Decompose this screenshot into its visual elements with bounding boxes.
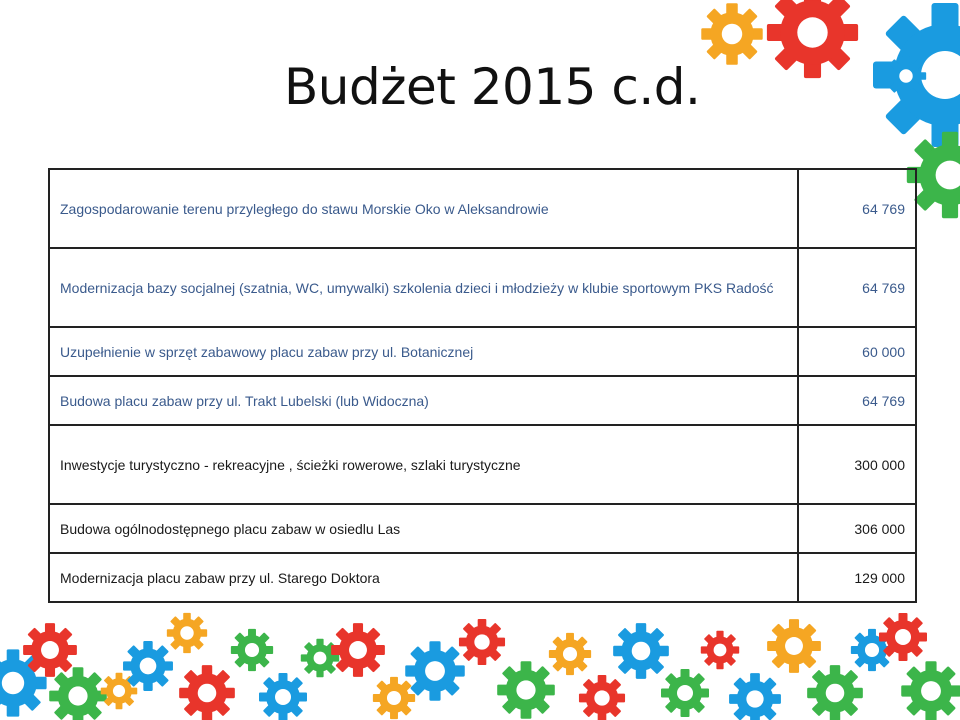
gear-icon [729,673,781,720]
gear-icon [49,667,107,720]
gear-icon [851,629,893,671]
row-amount: 64 769 [798,376,916,425]
row-amount: 306 000 [798,504,916,553]
row-description: Modernizacja placu zabaw przy ul. Starego Doktora [49,553,798,602]
gear-icon [331,623,385,677]
gear-icon [167,613,207,653]
gear-icon [301,639,339,677]
gear-icon [549,633,591,675]
row-description: Inwestycje turystyczno - rekreacyjne , ścieżki rowerowe, szlaki turystyczne [49,425,798,504]
gear-icon [497,661,555,719]
gear-icon [0,649,47,716]
budget-table [48,168,917,603]
gear-icon [613,623,669,679]
gear-icon [879,613,927,661]
gear-icon [701,3,762,64]
gear-icon [259,673,307,720]
table-row [49,376,916,425]
row-amount: 64 769 [798,169,916,248]
gear-icon [579,675,625,720]
gear-icon [807,665,863,720]
row-description: Uzupełnienie w sprzęt zabawowy placu zabaw przy ul. Botanicznej [49,327,798,376]
table-row [49,425,916,504]
gear-icon [459,619,505,665]
gear-icon [767,619,821,673]
row-description: Budowa placu zabaw przy ul. Trakt Lubelski (lub Widoczna) [49,376,798,425]
slide-title: Budżet 2015 c.d. [284,58,701,116]
gear-icon [701,631,739,669]
gear-icon [767,0,858,78]
table-row [49,553,916,602]
gear-icon [901,661,960,720]
gear-icon [123,641,173,691]
row-amount: 300 000 [798,425,916,504]
gear-icon [373,677,415,719]
table-row [49,327,916,376]
gear-icon [873,3,960,147]
row-description: Zagospodarowanie terenu przyległego do stawu Morskie Oko w Aleksandrowie [49,169,798,248]
gear-icon [886,56,926,96]
row-amount: 129 000 [798,553,916,602]
row-amount: 60 000 [798,327,916,376]
row-amount: 64 769 [798,248,916,327]
table-row [49,169,916,248]
table-row [49,504,916,553]
row-description: Budowa ogólnodostępnego placu zabaw w osiedlu Las [49,504,798,553]
gear-icon [661,669,709,717]
gear-icon [405,641,465,701]
table-row [49,248,916,327]
row-description: Modernizacja bazy socjalnej (szatnia, WC, umywalki) szkolenia dzieci i młodzieży w klubie sportowym PKS Radość [49,248,798,327]
gear-icon [179,665,235,720]
gear-icon [23,623,77,677]
gear-icon [101,673,137,709]
gear-icon [231,629,273,671]
